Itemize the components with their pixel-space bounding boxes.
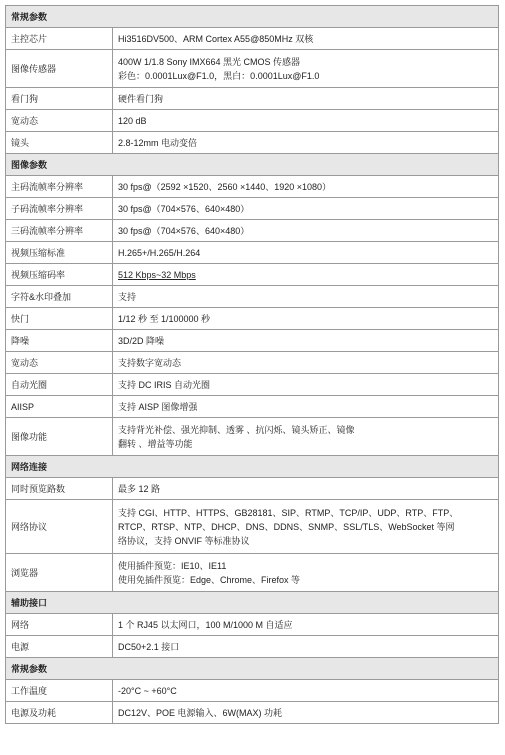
spec-row <box>6 702 499 724</box>
spec-row <box>6 28 499 50</box>
spec-key: 自动光圈 <box>6 374 113 396</box>
spec-key: 视频压缩标准 <box>6 242 113 264</box>
spec-value-line: 支持数字宽动态 <box>118 357 182 368</box>
spec-row <box>6 50 499 88</box>
spec-row <box>6 330 499 352</box>
spec-value-line: 30 fps@（704×576、640×480） <box>118 203 250 214</box>
section-header <box>6 658 499 680</box>
section-header <box>6 456 499 478</box>
spec-value-line: DC12V、POE 电源输入、6W(MAX) 功耗 <box>118 707 283 718</box>
spec-row <box>6 220 499 242</box>
spec-value-line: 翻转 、增益等功能 <box>118 438 193 449</box>
spec-value-line: 400W 1/1.8 Sony IMX664 黑光 CMOS 传感器 <box>118 56 301 67</box>
spec-row <box>6 554 499 592</box>
spec-value-line: 使用插件预览：IE10、IE11 <box>118 560 227 571</box>
spec-value-line: DC50+2.1 接口 <box>118 641 180 652</box>
spec-row <box>6 308 499 330</box>
spec-row <box>6 374 499 396</box>
spec-value-line: 彩色：0.0001Lux@F1.0，黑白：0.0001Lux@F1.0 <box>118 70 320 81</box>
spec-key: 宽动态 <box>6 352 113 374</box>
spec-value <box>113 286 499 308</box>
spec-row <box>6 132 499 154</box>
spec-key: 电源及功耗 <box>6 702 113 724</box>
spec-value-line: 3D/2D 降噪 <box>118 335 165 346</box>
spec-key: 图像传感器 <box>6 50 113 88</box>
spec-value <box>113 308 499 330</box>
spec-value-line: 支持 AISP 图像增强 <box>118 401 198 412</box>
spec-row <box>6 614 499 636</box>
spec-value <box>113 374 499 396</box>
section-title: 图像参数 <box>6 154 499 176</box>
spec-value <box>113 636 499 658</box>
spec-row <box>6 680 499 702</box>
spec-value <box>113 88 499 110</box>
spec-key: 宽动态 <box>6 110 113 132</box>
spec-row <box>6 478 499 500</box>
spec-row <box>6 500 499 554</box>
spec-value <box>113 110 499 132</box>
spec-key: 网络协议 <box>6 500 113 554</box>
spec-value <box>113 680 499 702</box>
spec-key: 同时预览路数 <box>6 478 113 500</box>
spec-value-line: RTCP、RTSP、NTP、DHCP、DNS、DDNS、SNMP、SSL/TLS、WebSocket 等网 <box>118 521 455 532</box>
spec-key: 网络 <box>6 614 113 636</box>
spec-value <box>113 702 499 724</box>
spec-key: 视频压缩码率 <box>6 264 113 286</box>
spec-key: 主码流帧率分辨率 <box>6 176 113 198</box>
spec-value <box>113 330 499 352</box>
spec-row <box>6 352 499 374</box>
section-title: 常规参数 <box>6 6 499 28</box>
spec-key: 电源 <box>6 636 113 658</box>
section-header <box>6 154 499 176</box>
spec-value-line: 30 fps@（704×576、640×480） <box>118 225 250 236</box>
spec-value <box>113 28 499 50</box>
spec-value-line: 支持 <box>118 291 137 302</box>
spec-key: 镜头 <box>6 132 113 154</box>
spec-value-line: 1 个 RJ45 以太网口，100 M/1000 M 自适应 <box>118 619 293 630</box>
spec-key: 图像功能 <box>6 418 113 456</box>
section-title: 辅助接口 <box>6 592 499 614</box>
spec-value-line: 1/12 秒 至 1/100000 秒 <box>118 313 211 324</box>
spec-value-line: 络协议，支持 ONVIF 等标准协议 <box>118 535 250 546</box>
spec-row <box>6 198 499 220</box>
spec-row <box>6 636 499 658</box>
spec-key: 工作温度 <box>6 680 113 702</box>
spec-value <box>113 418 499 456</box>
spec-value <box>113 198 499 220</box>
spec-key: 降噪 <box>6 330 113 352</box>
section-title: 常规参数 <box>6 658 499 680</box>
spec-key: 主控芯片 <box>6 28 113 50</box>
spec-value <box>113 220 499 242</box>
spec-value <box>113 352 499 374</box>
spec-value-line: H.265+/H.265/H.264 <box>118 247 201 258</box>
spec-sheet <box>5 5 499 750</box>
spec-row <box>6 264 499 286</box>
spec-row <box>6 110 499 132</box>
section-header <box>6 592 499 614</box>
spec-value <box>113 264 499 286</box>
section-title: 网络连接 <box>6 456 499 478</box>
spec-key: AIISP <box>6 396 113 418</box>
spec-row <box>6 418 499 456</box>
spec-row <box>6 242 499 264</box>
spec-key: 子码流帧率分辨率 <box>6 198 113 220</box>
spec-row <box>6 286 499 308</box>
spec-key: 看门狗 <box>6 88 113 110</box>
spec-value-line: 最多 12 路 <box>118 483 161 494</box>
spec-value-line: 硬件看门狗 <box>118 93 164 104</box>
spec-value <box>113 242 499 264</box>
spec-value-line: 支持 CGI、HTTP、HTTPS、GB28181、SIP、RTMP、TCP/IP、UDP、RTP、FTP、 <box>118 507 459 518</box>
spec-key: 快门 <box>6 308 113 330</box>
spec-value-line: 支持 DC IRIS 自动光圈 <box>118 379 211 390</box>
spec-value-line: -20°C ~ +60°C <box>118 685 177 696</box>
spec-value-line: 512 Kbps~32 Mbps <box>118 269 196 280</box>
spec-value-line: Hi3516DV500、ARM Cortex A55@850MHz 双核 <box>118 33 314 44</box>
spec-key: 浏览器 <box>6 554 113 592</box>
spec-key: 字符&水印叠加 <box>6 286 113 308</box>
spec-value-line: 使用免插件预览：Edge、Chrome、Firefox 等 <box>118 574 301 585</box>
spec-value-line: 2.8-12mm 电动变倍 <box>118 137 198 148</box>
spec-value <box>113 396 499 418</box>
spec-value-line: 120 dB <box>118 115 147 126</box>
spec-table <box>5 5 499 724</box>
spec-value <box>113 50 499 88</box>
spec-value <box>113 554 499 592</box>
spec-value-line: 支持背光补偿、强光抑制、透雾 、抗闪烁、镜头矫正、镜像 <box>118 424 355 435</box>
spec-row <box>6 88 499 110</box>
spec-value <box>113 614 499 636</box>
spec-value <box>113 132 499 154</box>
spec-value <box>113 176 499 198</box>
spec-value <box>113 500 499 554</box>
section-header <box>6 6 499 28</box>
spec-key: 三码流帧率分辨率 <box>6 220 113 242</box>
spec-value <box>113 478 499 500</box>
spec-value-line: 30 fps@（2592 ×1520、2560 ×1440、1920 ×1080） <box>118 181 332 192</box>
spec-row <box>6 396 499 418</box>
spec-row <box>6 176 499 198</box>
